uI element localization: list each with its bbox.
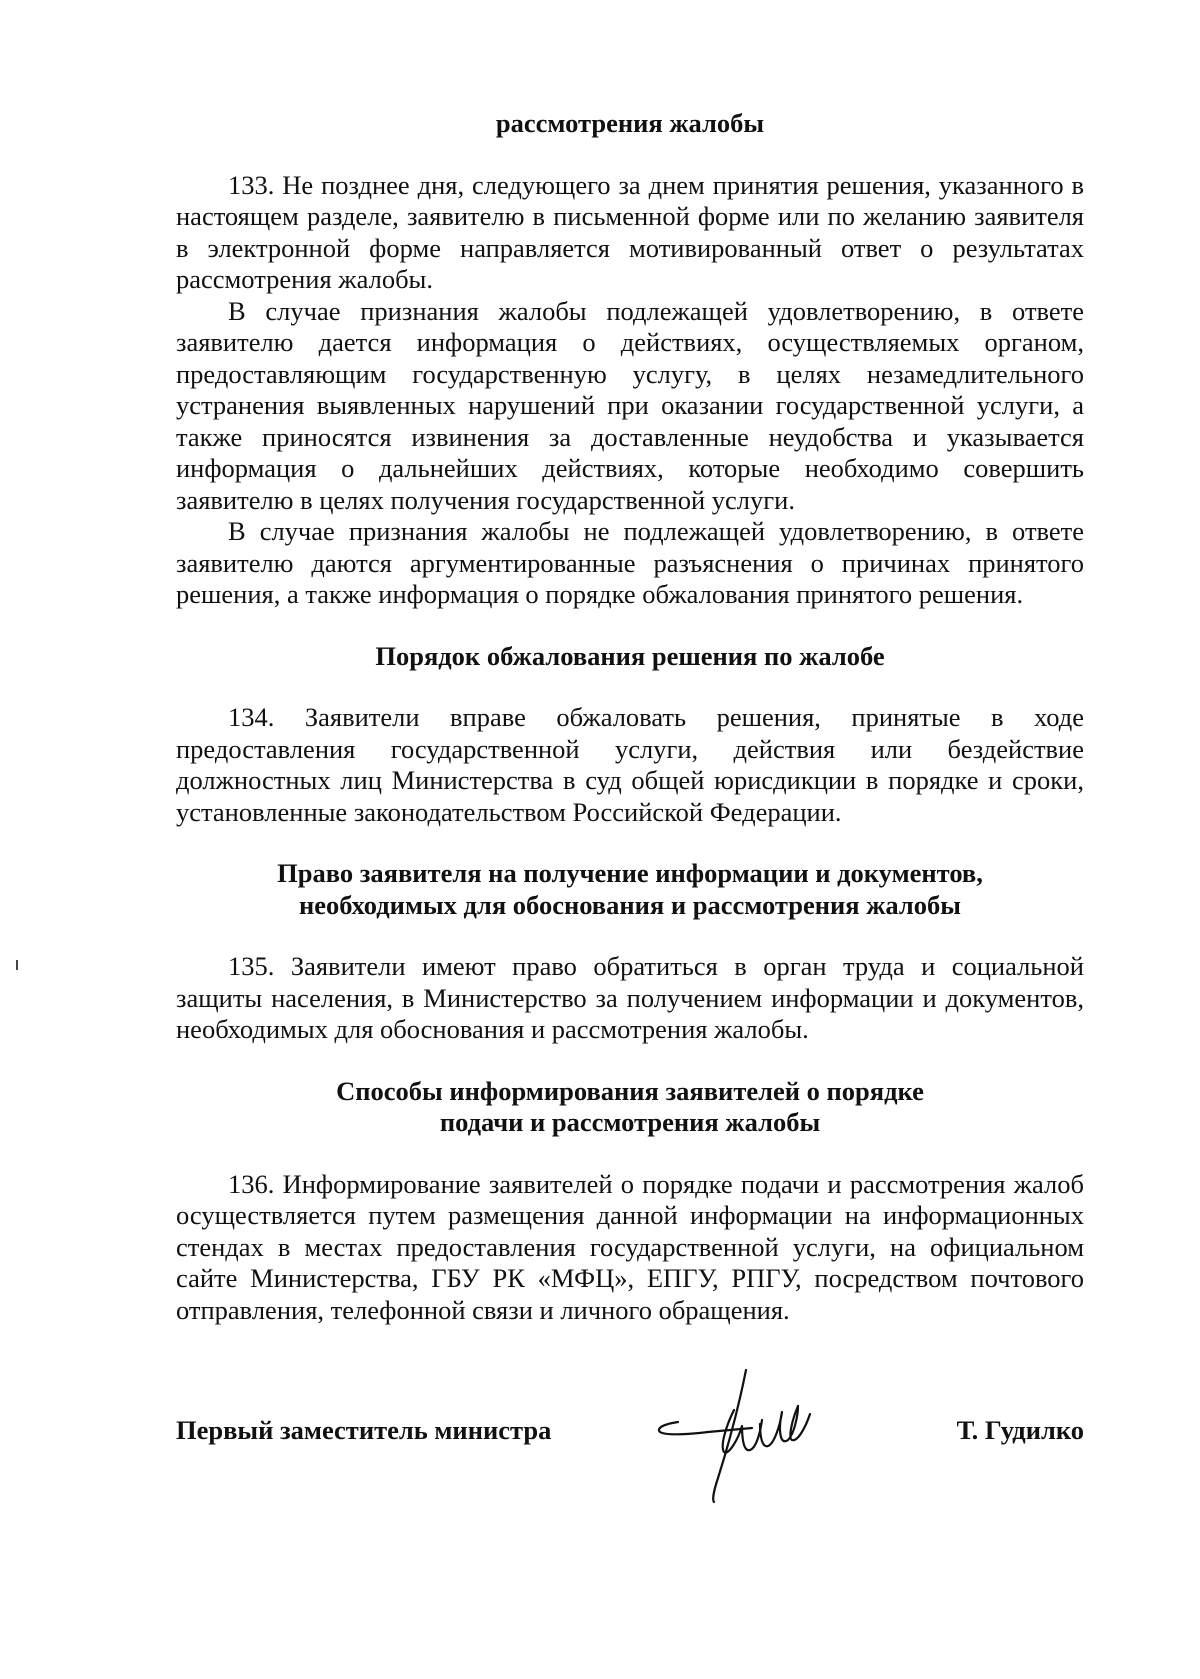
section-heading: Порядок обжалования решения по жалобе — [375, 640, 885, 671]
scan-mark — [16, 960, 18, 970]
handwritten-signature — [642, 1360, 822, 1510]
document-body — [176, 108, 1084, 1326]
signature-block — [176, 1370, 1084, 1510]
paragraph-133: 133. Не позднее дня, следующего за днем принятия решения, указанного в настоящем разделе, заявителю в письменной форме или по желанию заявителя в электронной форме направляется мотивированный ответ о результатах рассмотрения жалобы. — [176, 169, 1084, 294]
paragraph-133-rejected: В случае признания жалобы не подлежащей удовлетворению, в ответе заявителю даются аргументированные разъяснения о причинах принятого решения, а также информация о порядке обжалования принятого решения. — [176, 516, 1084, 609]
paragraph-136: 136. Информирование заявителей о порядке подачи и рассмотрения жалоб осуществляется путем размещения данной информации на информационных стендах в местах предоставления государственной услуги, на официальном сайте Министерства, ГБУ РК «МФЦ», ЕПГУ, РПГУ, посредством почтового отправления, телефонной связи и личного обращения. — [176, 1168, 1084, 1325]
section-heading-line: Право заявителя на получение информации и документов, — [277, 858, 983, 888]
section-heading-line: Способы информирования заявителей о порядке — [336, 1075, 924, 1106]
signatory-name: Т. Гудилко — [956, 1415, 1084, 1445]
section-heading: рассмотрения жалобы — [495, 108, 765, 138]
signatory-position: Первый заместитель министра — [176, 1415, 552, 1445]
paragraph-133-satisfied: В случае признания жалобы подлежащей удовлетворению, в ответе заявителю дается информация о действиях, осуществляемых органом, предоставляющим государственную услугу, в целях незамедлительного устранения выявленных нарушений при оказании государственной услуги, а также приносятся извинения за доставленные неудобства и указывается информация о дальнейших действиях, которые необходимо совершить заявителю в целях получения государственной услуги. — [176, 295, 1084, 515]
section-heading-line: подачи и рассмотрения жалобы — [439, 1107, 821, 1137]
paragraph-134: 134. Заявители вправе обжаловать решения, принятые в ходе предоставления государственной услуги, действия или бездействие должностных лиц Министерства в суд общей юрисдикции в порядке и сроки, установленные законодательством Российской Федерации. — [176, 702, 1084, 827]
section-heading-line: необходимых для обоснования и рассмотрения жалобы — [299, 889, 961, 920]
paragraph-135: 135. Заявители имеют право обратиться в орган труда и социальной защиты населения, в Министерство за получением информации и документов, необходимых для обоснования и рассмотрения жалобы. — [176, 951, 1084, 1044]
